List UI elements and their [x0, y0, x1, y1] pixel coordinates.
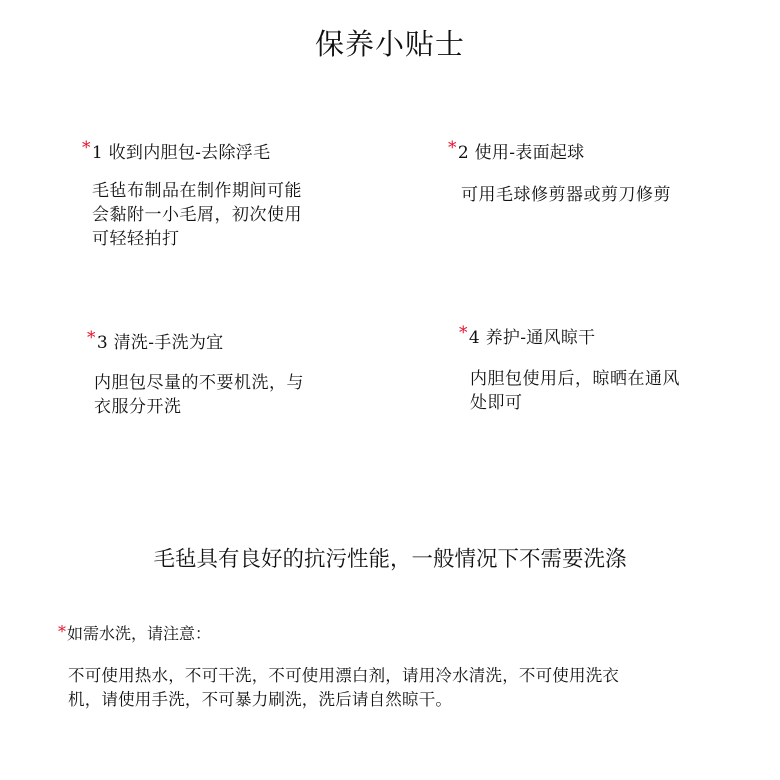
tip-body [470, 367, 680, 415]
asterisk-marker: * [82, 138, 91, 158]
washing-note-line: 机，请使用手洗，不可暴力刷洗，洗后请自然晾干。 [68, 690, 453, 709]
asterisk-marker: * [459, 323, 468, 343]
tip-body-line: 可轻轻拍打 [92, 229, 180, 249]
tip-body-line: 处即可 [470, 393, 523, 413]
tip-body-line: 毛毡布制品在制作期间可能 [92, 181, 302, 201]
tip-heading-text: 4 养护-通风晾干 [468, 328, 596, 348]
tip-heading-text: 1 收到内胆包-去除浮毛 [91, 143, 271, 163]
tip-heading-text: 3 清洗-手洗为宜 [96, 333, 224, 353]
washing-note-body [68, 664, 619, 712]
asterisk-marker: * [58, 622, 66, 641]
tip-heading [87, 328, 304, 355]
asterisk-marker: * [448, 138, 457, 158]
care-tip-4 [459, 323, 680, 415]
tip-body-line: 内胆包使用后，晾晒在通风 [470, 369, 680, 389]
tip-body [461, 183, 671, 207]
tip-heading [459, 323, 680, 350]
stain-resistance-statement: 毛毡具有良好的抗污性能，一般情况下不需要洗涤 [153, 547, 627, 572]
care-tip-2 [448, 138, 671, 207]
tip-heading [82, 138, 302, 165]
tip-body-line: 衣服分开洗 [94, 397, 182, 417]
tip-heading [448, 138, 671, 165]
care-tip-3 [87, 328, 304, 419]
tip-body-line: 会黏附一小毛屑，初次使用 [92, 205, 302, 225]
tip-heading-text: 2 使用-表面起球 [457, 143, 585, 163]
care-tip-1 [82, 138, 302, 251]
washing-note-line: 不可使用热水，不可干洗，不可使用漂白剂，请用冷水清洗，不可使用洗衣 [68, 666, 620, 685]
page-title: 保养小贴士 [314, 27, 465, 61]
tip-body [94, 371, 304, 419]
washing-note-heading [58, 622, 211, 646]
tip-body-line: 内胆包尽量的不要机洗，与 [94, 373, 304, 393]
asterisk-marker: * [87, 328, 96, 348]
tip-body-line: 可用毛球修剪器或剪刀修剪 [461, 185, 671, 205]
washing-note-heading-text: 如需水洗，请注意： [67, 624, 212, 643]
tip-body [92, 179, 302, 251]
